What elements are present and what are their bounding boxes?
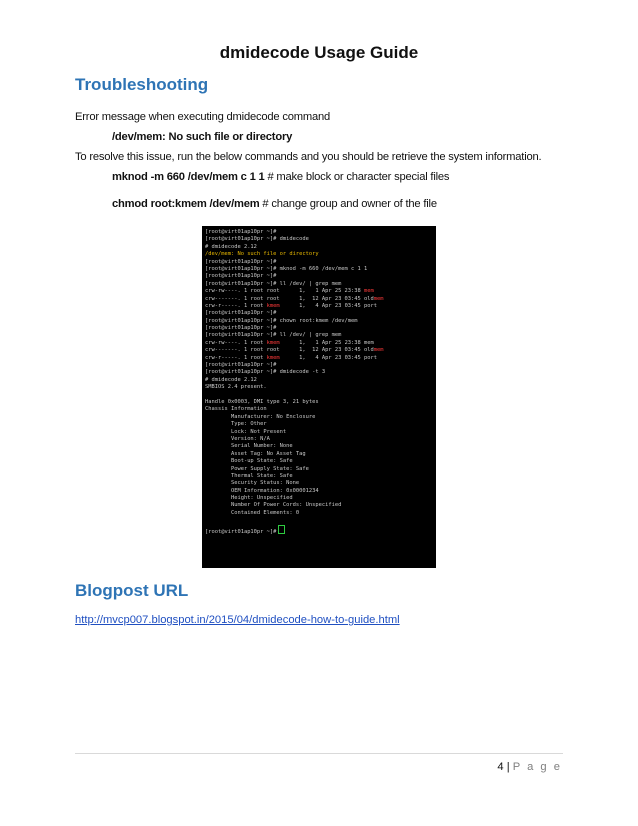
terminal-line	[205, 266, 434, 273]
terminal-line-text: [root@virt01ap10pr ~]#	[205, 325, 277, 332]
terminal-line-text: SMBIOS 2.4 present.	[205, 384, 267, 391]
terminal-cursor	[278, 525, 285, 534]
resolve-text: To resolve this issue, run the below commands and you should be retrieve the system information.	[75, 151, 542, 163]
terminal-line	[205, 480, 434, 487]
terminal-line	[205, 406, 434, 413]
terminal-line-text: crw-------. 1 root root 1, 12 Apr 23 03:45 old	[205, 347, 374, 354]
terminal-line-text: # dmidecode 2.12	[205, 376, 257, 383]
terminal-line-text: [root@virt01ap10pr ~]# chown root:kmem /dev/mem	[205, 317, 358, 324]
terminal-line	[205, 525, 434, 535]
terminal-line-text: crw-------. 1 root root 1, 12 Apr 23 03:45 old	[205, 295, 374, 302]
terminal-line-text: /dev/mem: No such file or directory	[205, 251, 319, 258]
terminal-line-text: Type: Other	[205, 421, 267, 428]
terminal-line	[205, 473, 434, 480]
terminal-line	[205, 296, 434, 303]
terminal-line	[205, 259, 434, 266]
command-mknod: mknod -m 660 /dev/mem c 1 1	[112, 171, 265, 183]
terminal-line	[205, 377, 434, 384]
terminal-line	[205, 362, 434, 369]
command-chmod-comment: # change group and owner of the file	[259, 198, 437, 210]
error-message-text: /dev/mem: No such file or directory	[112, 131, 293, 143]
terminal-output	[205, 229, 434, 535]
terminal-line-text: OEM Information: 0x00001234	[205, 487, 319, 494]
terminal-line-text: [root@virt01ap10pr ~]# ll /dev/ | grep mem	[205, 280, 342, 287]
terminal-line-text: [root@virt01ap10pr ~]#	[205, 229, 277, 235]
terminal-highlight-text: kmem	[266, 354, 280, 361]
command-chmod: chmod root:kmem /dev/mem	[112, 198, 260, 210]
blogpost-url-link[interactable]: http://mvcp007.blogspot.in/2015/04/dmidecode-how-to-guide.html	[75, 614, 400, 626]
terminal-line	[205, 288, 434, 295]
terminal-line	[205, 369, 434, 376]
terminal-line	[205, 414, 434, 421]
terminal-line	[205, 325, 434, 332]
terminal-line	[205, 318, 434, 325]
terminal-line-text: [root@virt01ap10pr ~]#	[205, 362, 277, 369]
terminal-line	[205, 421, 434, 428]
terminal-line	[205, 451, 434, 458]
terminal-line-text: Height: Unspecified	[205, 495, 293, 502]
terminal-line-text: 1, 4 Apr 23 03:45 port	[279, 302, 378, 309]
section-heading-blogpost: Blogpost URL	[75, 581, 189, 600]
terminal-line	[205, 384, 434, 391]
terminal-line	[205, 355, 434, 362]
terminal-line-text: Boot-up State: Safe	[205, 458, 293, 465]
terminal-line	[205, 236, 434, 243]
terminal-line-text: Number Of Power Cords: Unspecified	[205, 502, 342, 509]
page-footer	[497, 761, 562, 773]
terminal-line-text: Contained Elements: 0	[205, 509, 300, 516]
terminal-line	[205, 488, 434, 495]
terminal-line-text: Manufacturer: No Enclosure	[205, 413, 316, 420]
terminal-line-text: Security Status: None	[205, 480, 300, 487]
page-label: P a g e	[512, 761, 562, 773]
terminal-line	[205, 310, 434, 317]
terminal-line	[205, 517, 434, 524]
command-chmod-line	[112, 198, 437, 210]
terminal-line-text: [root@virt01ap10pr ~]# dmidecode	[205, 236, 309, 243]
terminal-line-text: [root@virt01ap10pr ~]# mknod -m 660 /dev/mem c 1 1	[205, 265, 368, 272]
terminal-highlight-text: mem	[373, 295, 384, 302]
document-title: dmidecode Usage Guide	[219, 43, 419, 62]
error-intro-text: Error message when executing dmidecode command	[75, 111, 331, 123]
terminal-line	[205, 392, 434, 399]
terminal-line-text: crw-r-----. 1 root	[205, 302, 267, 309]
terminal-line-text: Chassis Information	[205, 406, 267, 413]
terminal-line-text: # dmidecode 2.12	[205, 243, 257, 250]
command-mknod-line	[112, 171, 449, 183]
terminal-line	[205, 466, 434, 473]
terminal-line-text: [root@virt01ap10pr ~]#	[205, 273, 277, 280]
terminal-highlight-text: mem	[373, 347, 384, 354]
command-mknod-comment: # make block or character special files	[264, 171, 450, 183]
terminal-line-text: Power Supply State: Safe	[205, 465, 309, 472]
terminal-line-text: 1, 1 Apr 25 23:38 mem	[279, 339, 374, 346]
terminal-line	[205, 273, 434, 280]
terminal-line	[205, 340, 434, 347]
terminal-line-text: Version: N/A	[205, 435, 270, 442]
terminal-line-text: [root@virt01ap10pr ~]# dmidecode -t 3	[205, 369, 326, 376]
terminal-line-text: Lock: Not Present	[205, 428, 287, 435]
terminal-line	[205, 399, 434, 406]
terminal-line	[205, 332, 434, 339]
terminal-line	[205, 502, 434, 509]
terminal-line	[205, 443, 434, 450]
terminal-line-text: [root@virt01ap10pr ~]#	[205, 528, 277, 535]
terminal-highlight-text: kmem	[266, 302, 280, 309]
terminal-line-text: Thermal State: Safe	[205, 472, 293, 479]
footer-separator: |	[506, 761, 510, 773]
terminal-line-text: crw-rw----. 1 root root 1, 1 Apr 25 23:38	[205, 288, 365, 295]
terminal-line-text: Handle 0x0003, DMI type 3, 21 bytes	[205, 398, 319, 405]
footer-divider	[75, 753, 563, 754]
terminal-line-text: Asset Tag: No Asset Tag	[205, 450, 306, 457]
terminal-line-text: crw-rw----. 1 root	[205, 339, 267, 346]
terminal-line	[205, 303, 434, 310]
terminal-highlight-text: mem	[364, 288, 374, 295]
terminal-line	[205, 436, 434, 443]
terminal-line	[205, 429, 434, 436]
terminal-line	[205, 347, 434, 354]
terminal-line	[205, 251, 434, 258]
terminal-line	[205, 510, 434, 517]
terminal-line	[205, 281, 434, 288]
terminal-line-text: [root@virt01ap10pr ~]#	[205, 258, 277, 265]
terminal-line-text: Serial Number: None	[205, 443, 293, 450]
terminal-highlight-text: kmem	[266, 339, 280, 346]
terminal-line-text: crw-r-----. 1 root	[205, 354, 267, 361]
section-heading-troubleshooting: Troubleshooting	[75, 75, 209, 94]
terminal-line-text: 1, 4 Apr 23 03:45 port	[279, 354, 378, 361]
terminal-line	[205, 244, 434, 251]
terminal-line-text: [root@virt01ap10pr ~]# ll /dev/ | grep mem	[205, 332, 342, 339]
terminal-line	[205, 495, 434, 502]
page-number: 4	[497, 761, 504, 773]
terminal-screenshot	[202, 226, 436, 568]
terminal-line	[205, 229, 434, 236]
terminal-line	[205, 458, 434, 465]
terminal-line-text: [root@virt01ap10pr ~]#	[205, 310, 277, 317]
